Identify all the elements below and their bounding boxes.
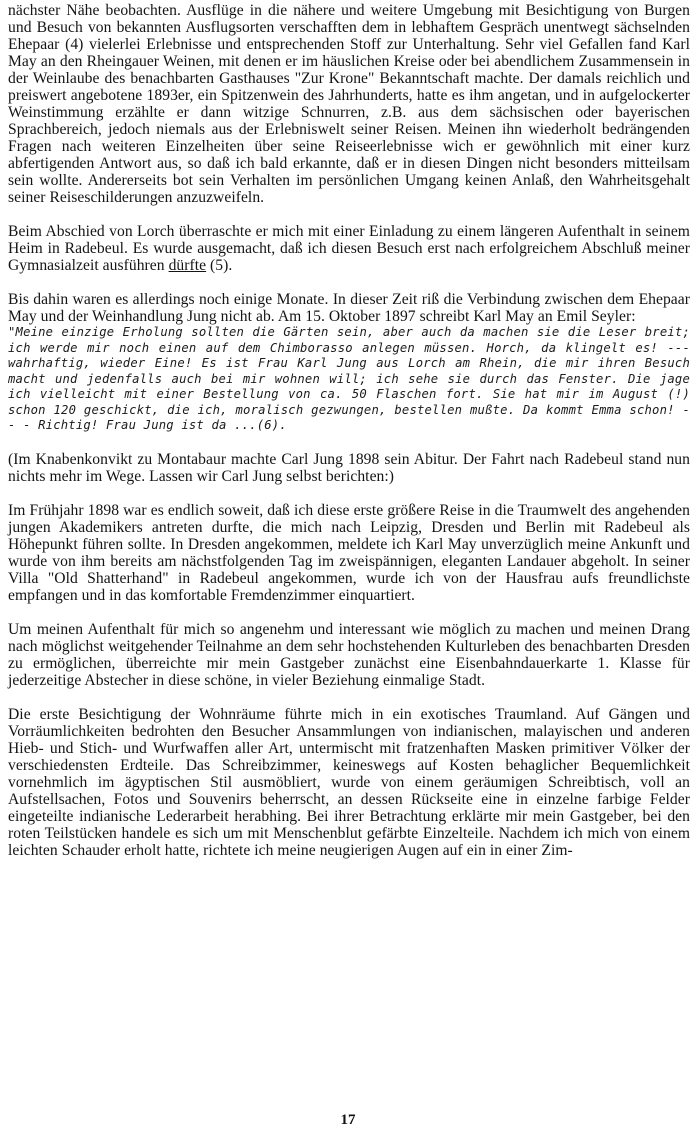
- letter-quote: "Meine einzige Erholung sollten die Gärten sein, aber auch da machen sie die Leser breit; ich werde mir noch einen auf dem Chimborasso anlegen müssen. Horch, da klingelt es! --- wahrhaftig, wieder Eine! Es ist Frau Karl Jung aus Lorch am Rhein, die mir ihren Besuch macht und jedenfalls auch bei mir wohnen will; ich sehe sie durch das Fenster. Die jage ich vielleicht mit einer Bestellung von ca. 50 Flaschen fort. Sie hat mir im August (!) schon 120 geschickt, die ich, moralisch gezwungen, bestellen mußte. Da kommt Emma schon! - - - Richtig! Frau Jung ist da ...(6).: [8, 325, 690, 432]
- paragraph-correspondence: Bis dahin waren es allerdings noch einige Monate. In dieser Zeit riß die Verbindung zwischen dem Ehepaar May und der Weinhandlung Jung nicht ab. Am 15. Oktober 1897 schreibt Karl May an Emil Seyler:: [8, 291, 690, 325]
- page-number: 17: [340, 1112, 356, 1128]
- paragraph-invitation: [8, 223, 690, 274]
- document-page: [8, 2, 690, 859]
- footnote-reference: (5).: [206, 257, 233, 274]
- paragraph-visit-lorch: nächster Nähe beobachten. Ausflüge in die nähere und weitere Umgebung mit Besichtigung von Burgen und Besuch von bekannten Ausflugsorten verschafften dem in lebhaftem Gespräch unentwegt sächselnden Ehepaar (4) vielerlei Erlebnisse und entsprechenden Stoff zur Unterhaltung. Sehr viel Gefallen fand Karl May an den Rheingauer Weinen, mit denen er im häuslichen Kreise oder bei abendlichem Zusammensein in der Weinlaube des benachbarten Gasthauses "Zur Krone" Bekanntschaft machte. Der damals reichlich und preiswert angebotene 1893er, ein Spitzenwein des Jahrhunderts, hatte es ihm angetan, und in aufgelockerter Weinstimmung erzählte er dann witzige Schnurren, z.B. aus dem sächsischen oder bayerischen Sprachbereich, jedoch niemals aus der Erlebniswelt seiner Reisen. Meinen ihn wiederholt bedrängenden Fragen nach weiteren Einzelheiten über seine Reiseerlebnisse wich er gewöhnlich mit einer kurz abfertigenden Antwort aus, so daß ich bald erkannte, daß er in diesen Dingen nicht besonders mitteilsam sein wollte. Andererseits bot sein Verhalten im persönlichen Umgang keinen Anlaß, den Wahrheitsgehalt seiner Reiseschilderungen anzuzweifeln.: [8, 2, 690, 206]
- paragraph-invitation-text: Beim Abschied von Lorch überraschte er mich mit einer Einladung zu einem längeren Aufenthalt in seinem Heim in Radebeul. Es wurde ausgemacht, daß ich diesen Besuch erst nach erfolgreichem Abschluß meiner Gymnasialzeit ausführen: [8, 223, 690, 274]
- paragraph-stay-dresden: Um meinen Aufenthalt für mich so angenehm und interessant wie möglich zu machen und meinen Drang nach möglichst weitgehender Teilnahme an dem sehr hochstehenden Kulturleben des benachbarten Dresden zu ermöglichen, überreichte mir mein Gastgeber zunächst eine Eisenbahndauerkarte 1. Klasse für jederzeitige Abstecher in diese schöne, in vieler Beziehung einmalige Stadt.: [8, 620, 690, 689]
- paragraph-living-rooms: Die erste Besichtigung der Wohnräume führte mich in ein exotisches Traumland. Auf Gängen und Vorräumlichkeiten bedrohten den Besucher Ansammlungen von indianischen, malayischen und anderen Hieb- und Stich- und Wurfwaffen aller Art, untermischt mit fratzenhaften Masken primitiver Völker der verschiedensten Erdteile. Das Schreibzimmer, keineswegs auf Kosten behaglicher Bequemlichkeit vornehmlich im ägyptischen Stil ausmöbliert, wurde von einem geräumigen Schreibtisch, voll an Aufstellsachen, Fotos und Souvenirs beherrscht, an dessen Rückseite eine in einzelne farbige Felder eingeteilte indianische Lederarbeit herabhing. Bei ihrer Betrachtung erklärte mir mein Gastgeber, bei den roten Teilstücken handele es sich um mit Menschenblut gefärbte Einzelteile. Nachdem ich mich von einem leichten Schauder erholt hatte, richtete ich meine neugierigen Augen auf ein in einer Zim-: [8, 705, 690, 859]
- paragraph-journey-1898: Im Frühjahr 1898 war es endlich soweit, daß ich diese erste größere Reise in die Traumwelt des angehenden jungen Akademikers antreten durfte, die mich nach Leipzig, Dresden und Berlin mit Radebeul als Höhepunkt führen sollte. In Dresden angekommen, meldete ich Karl May unverzüglich meine Ankunft und wurde von ihm bereits am nächstfolgenden Tag im zweispännigen, eleganten Landauer abgeholt. In seiner Villa "Old Shatterhand" in Radebeul angekommen, wurde ich von der Hausfrau aufs freundlichste empfangen und in das komfortable Fremdenzimmer einquartiert.: [8, 501, 690, 604]
- footnote-word: dürfte: [168, 257, 207, 274]
- paragraph-abitur-note: (Im Knabenkonvikt zu Montabaur machte Carl Jung 1898 sein Abitur. Der Fahrt nach Radebeul stand nun nichts mehr im Wege. Lassen wir Carl Jung selbst berichten:): [8, 450, 690, 485]
